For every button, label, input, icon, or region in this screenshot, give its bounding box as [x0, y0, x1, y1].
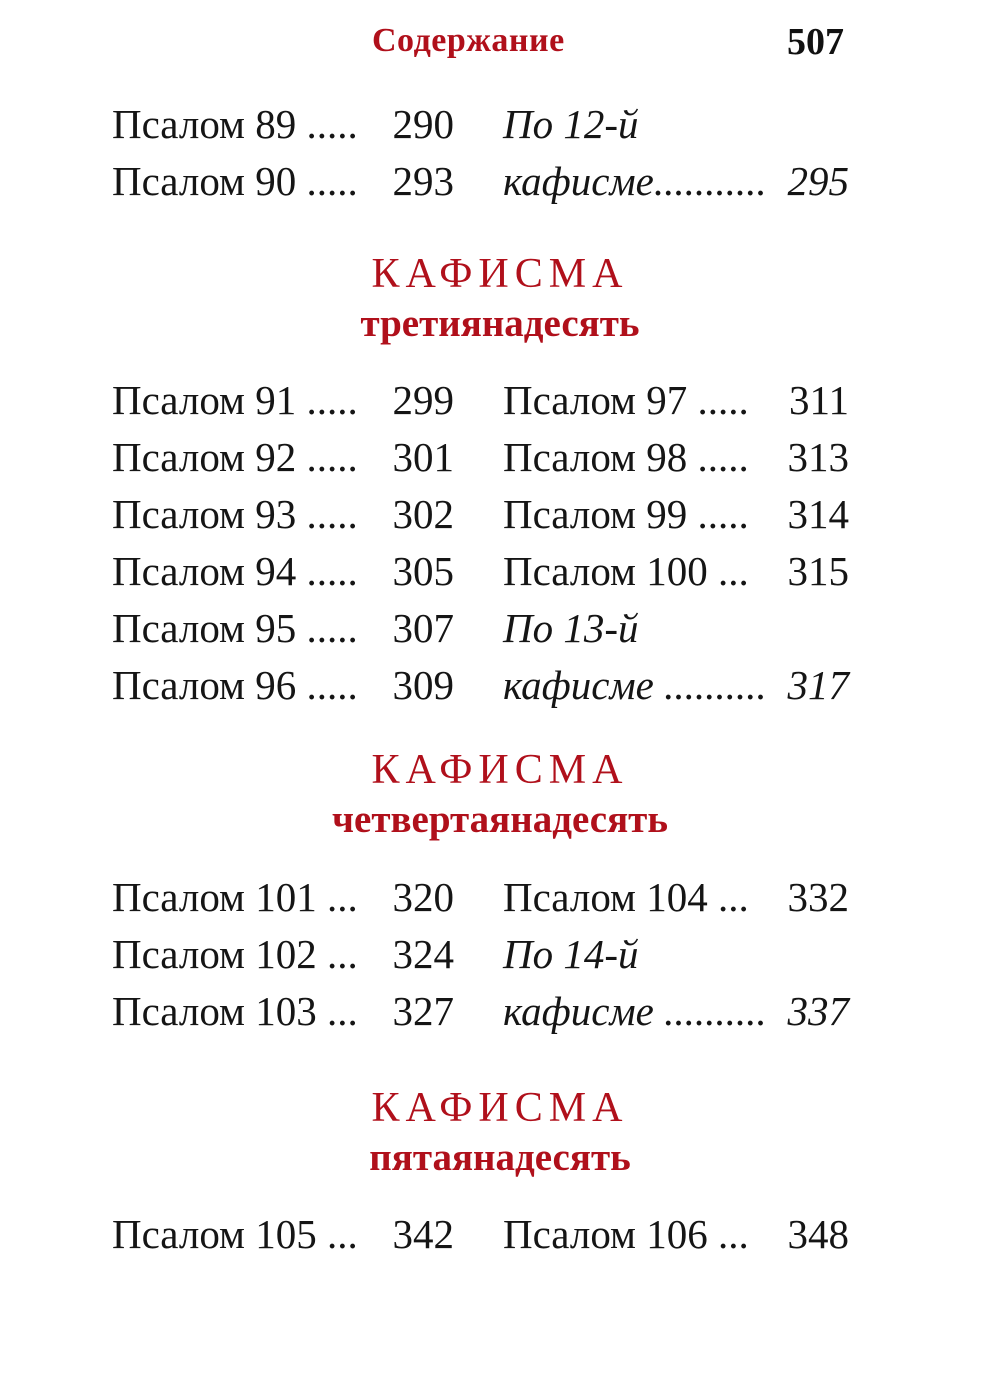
toc-summary-entry[interactable] [503, 600, 863, 714]
page-ref: 332 [787, 874, 849, 920]
page-ref: 342 [392, 1211, 454, 1257]
toc-column-right [503, 1206, 863, 1263]
psalm-label: Псалом 105 ... [112, 1211, 358, 1257]
psalm-label: Псалом 98 ..... [503, 434, 749, 480]
page-ref: 324 [392, 931, 454, 977]
toc-entry[interactable] [112, 869, 472, 926]
section-heading [0, 249, 1000, 349]
toc-entry[interactable] [112, 543, 472, 600]
summary-label: кафисме........... [503, 158, 767, 204]
page-ref: 337 [787, 988, 849, 1034]
toc-entry[interactable] [112, 153, 472, 210]
psalm-label: Псалом 93 ..... [112, 491, 358, 537]
toc-entry[interactable] [112, 1206, 472, 1263]
page-ref: 314 [787, 491, 849, 537]
psalm-label: Псалом 103 ... [112, 988, 358, 1034]
toc-column-left [112, 372, 472, 714]
page-ref: 293 [392, 158, 454, 204]
toc-entry[interactable] [503, 543, 863, 600]
toc-entry[interactable] [503, 372, 863, 429]
running-head-title: Содержание [372, 22, 565, 59]
psalm-label: Псалом 96 ..... [112, 662, 358, 708]
toc-entry[interactable] [112, 926, 472, 983]
page-ref: 295 [787, 158, 849, 204]
section-heading [0, 745, 1000, 845]
kathisma-ordinal: пятаянадесять [369, 1136, 631, 1179]
toc-column-left [112, 96, 472, 210]
psalm-label: Псалом 100 ... [503, 548, 749, 594]
toc-entry[interactable] [112, 657, 472, 714]
page-number: 507 [787, 21, 844, 63]
toc-summary-entry[interactable] [503, 96, 863, 210]
page-ref: 311 [789, 377, 849, 423]
summary-line-2 [503, 983, 863, 1040]
page-ref: 302 [392, 491, 454, 537]
toc-entry[interactable] [503, 869, 863, 926]
psalm-label: Псалом 95 ..... [112, 605, 358, 651]
section-heading [0, 1083, 1000, 1183]
summary-line-1: По 14-й [503, 931, 639, 977]
psalm-label: Псалом 99 ..... [503, 491, 749, 537]
psalm-label: Псалом 89 ..... [112, 101, 358, 147]
toc-entry[interactable] [112, 96, 472, 153]
psalm-label: Псалом 90 ..... [112, 158, 358, 204]
psalm-label: Псалом 106 ... [503, 1211, 749, 1257]
toc-summary-entry[interactable] [503, 926, 863, 1040]
summary-line-2 [503, 153, 863, 210]
page-ref: 299 [392, 377, 454, 423]
page-ref: 313 [787, 434, 849, 480]
toc-entry[interactable] [112, 600, 472, 657]
psalm-label: Псалом 104 ... [503, 874, 749, 920]
toc-column-left [112, 1206, 472, 1263]
page-ref: 320 [392, 874, 454, 920]
toc-entry[interactable] [112, 429, 472, 486]
page-ref: 327 [392, 988, 454, 1034]
psalm-label: Псалом 101 ... [112, 874, 358, 920]
psalm-label: Псалом 97 ..... [503, 377, 749, 423]
page-ref: 290 [392, 101, 454, 147]
toc-column-right [503, 869, 863, 1040]
summary-label: кафисме .......... [503, 988, 767, 1034]
kathisma-ordinal: четвертаянадесять [332, 798, 668, 841]
toc-column-right [503, 372, 863, 714]
page-ref: 348 [787, 1211, 849, 1257]
toc-entry[interactable] [503, 1206, 863, 1263]
page-ref: 301 [392, 434, 454, 480]
page-ref: 317 [787, 662, 849, 708]
summary-label: кафисме .......... [503, 662, 767, 708]
toc-entry[interactable] [112, 486, 472, 543]
page-ref: 315 [787, 548, 849, 594]
page-ref: 307 [392, 605, 454, 651]
toc-entry[interactable] [503, 486, 863, 543]
toc-column-left [112, 869, 472, 1040]
psalm-label: Псалом 102 ... [112, 931, 358, 977]
toc-entry[interactable] [112, 372, 472, 429]
psalm-label: Псалом 94 ..... [112, 548, 358, 594]
kathisma-ordinal: третиянадесять [360, 302, 640, 345]
summary-line-2 [503, 657, 863, 714]
psalm-label: Псалом 91 ..... [112, 377, 358, 423]
kathisma-label: КАФИСМА [371, 1085, 629, 1131]
psalm-label: Псалом 92 ..... [112, 434, 358, 480]
summary-line-1: По 12-й [503, 101, 639, 147]
kathisma-label: КАФИСМА [371, 747, 629, 793]
kathisma-label: КАФИСМА [371, 251, 629, 297]
summary-line-1: По 13-й [503, 605, 639, 651]
toc-entry[interactable] [503, 429, 863, 486]
page-ref: 309 [392, 662, 454, 708]
page-ref: 305 [392, 548, 454, 594]
toc-entry[interactable] [112, 983, 472, 1040]
